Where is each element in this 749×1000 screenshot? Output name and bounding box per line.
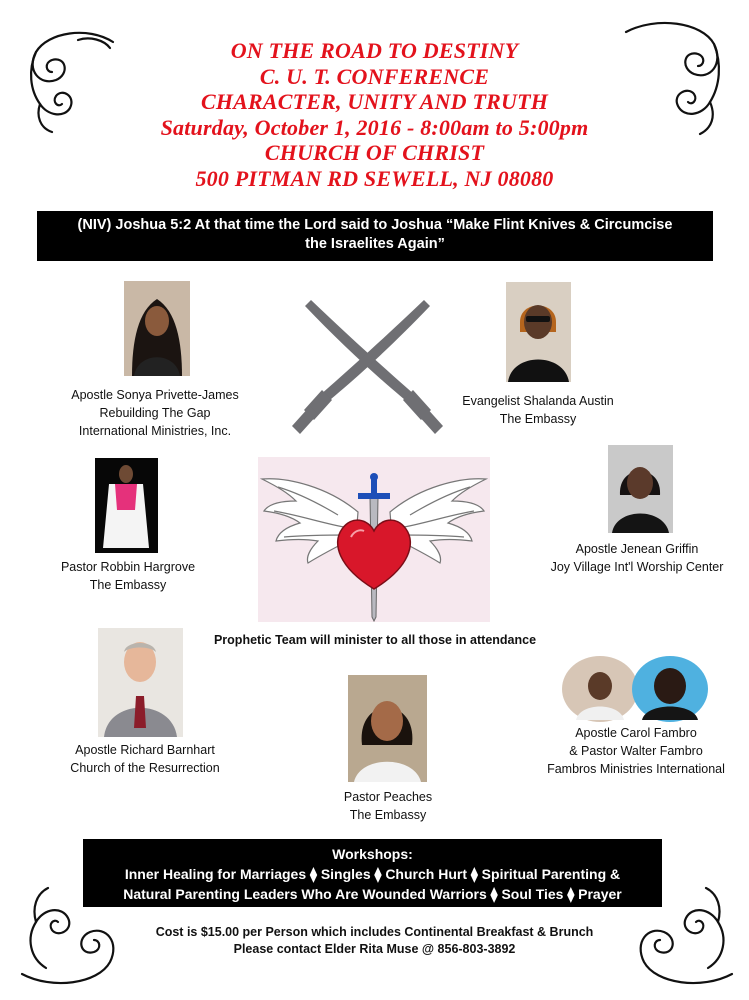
speaker-ministry: International Ministries, Inc.	[78, 424, 232, 438]
winged-heart-panel	[258, 457, 490, 622]
conference-name: C. U. T. CONFERENCE	[259, 63, 490, 89]
speaker-ministry: The Embassy	[499, 412, 577, 426]
event-header	[0, 38, 749, 191]
speaker-ministry: The Embassy	[89, 578, 167, 592]
speaker-name: Apostle Richard Barnhart	[75, 743, 215, 757]
workshops-list-line: Natural Parenting Leaders Who Are Wounded Warriors ⧫ Soul Ties ⧫ Prayer	[123, 886, 622, 902]
speaker-caption-shalanda	[438, 392, 638, 428]
speaker-ministry: Joy Village Int'l Worship Center	[550, 560, 724, 574]
cost-info: Cost is $15.00 per Person which includes Continental Breakfast & Brunch	[155, 925, 594, 939]
speaker-caption-jenean	[532, 540, 742, 576]
speaker-name: Apostle Jenean Griffin	[575, 542, 699, 556]
workshops-title: Workshops:	[332, 846, 413, 862]
speaker-name: Pastor Robbin Hargrove	[60, 560, 196, 574]
speaker-photo-shalanda	[506, 282, 571, 382]
speaker-caption-richard	[45, 741, 245, 777]
speaker-caption-peaches	[288, 788, 488, 824]
speaker-name: Pastor Peaches	[343, 790, 433, 804]
speaker-photo-robbin	[95, 458, 158, 553]
winged-heart-dagger-icon	[258, 457, 490, 622]
crossed-swords-icon	[285, 298, 450, 438]
event-footer	[0, 924, 749, 958]
venue-address: 500 PITMAN RD SEWELL, NJ 08080	[195, 165, 554, 191]
speaker-ministry: Church of the Resurrection	[70, 761, 220, 775]
speaker-caption-fambro	[531, 724, 741, 778]
speaker-photo-peaches	[348, 675, 427, 782]
speaker-ministry: The Embassy	[349, 808, 427, 822]
conference-theme: CHARACTER, UNITY AND TRUTH	[200, 89, 549, 114]
event-date: Saturday, October 1, 2016 - 8:00am to 5:00pm	[160, 114, 589, 140]
workshops-banner	[83, 839, 662, 907]
header-title: ON THE ROAD TO DESTINY	[230, 38, 519, 63]
speaker-photo-sonya	[124, 281, 190, 376]
venue-name: CHURCH OF CHRIST	[264, 140, 485, 165]
speaker-name: & Pastor Walter Fambro	[569, 744, 703, 758]
scripture-banner	[37, 211, 713, 261]
speaker-name: Evangelist Shalanda Austin	[462, 394, 614, 408]
speaker-name: Apostle Carol Fambro	[575, 726, 697, 740]
speaker-name: Apostle Sonya Privette-James	[71, 388, 239, 402]
workshops-list-line: Inner Healing for Marriages ⧫ Singles ⧫ Church Hurt ⧫ Spiritual Parenting &	[124, 866, 621, 882]
scripture-text: (NIV) Joshua 5:2 At that time the Lord said to Joshua “Make Flint Knives & Circumcise the Israelites Again”	[77, 217, 673, 252]
speaker-photo-richard	[98, 628, 183, 737]
speaker-ministry: Rebuilding The Gap	[99, 406, 211, 420]
speaker-ministry: Fambros Ministries International	[547, 762, 725, 776]
prophetic-team-note: Prophetic Team will minister to all those in attendance	[213, 633, 537, 647]
speaker-caption-sonya	[55, 386, 255, 440]
speaker-caption-robbin	[28, 558, 228, 594]
speaker-photo-fambro	[562, 656, 710, 722]
contact-info: Please contact Elder Rita Muse @ 856-803-3892	[233, 942, 516, 956]
speaker-photo-jenean	[608, 445, 673, 533]
